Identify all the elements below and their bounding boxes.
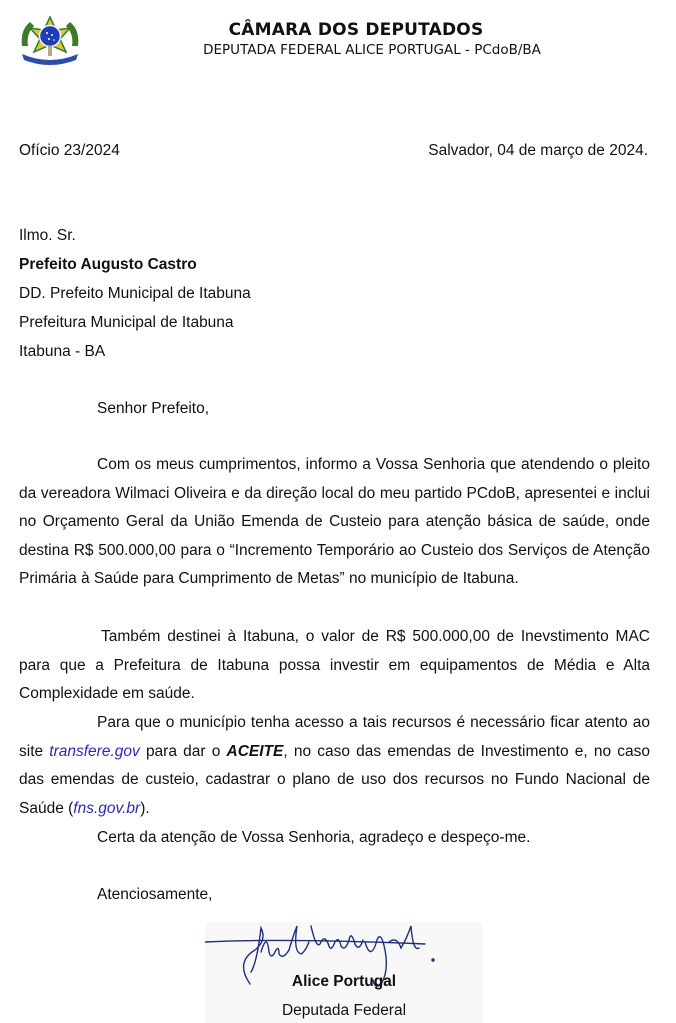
signature-block — [205, 922, 483, 1023]
transfere-gov-link[interactable]: transfere.gov — [49, 742, 140, 760]
body-paragraph-2 — [19, 623, 650, 709]
recipient-location: Itabuna - BA — [19, 343, 106, 360]
body-paragraph-3 — [19, 709, 650, 823]
signer-title: Deputada Federal — [281, 1002, 407, 1019]
oficio-number: Ofício 23/2024 — [19, 142, 120, 159]
header-title: CÂMARA DOS DEPUTADOS — [228, 20, 484, 40]
body-paragraph-1 — [19, 451, 650, 594]
place-date: Salvador, 04 de março de 2024. — [428, 142, 648, 159]
recipient-name: Prefeito Augusto Castro — [19, 256, 197, 273]
fns-gov-link[interactable]: fns.gov.br — [73, 799, 141, 817]
paragraph-3-text-b: para dar o — [139, 742, 227, 760]
paragraph-3-text-c: , no caso das emendas de Investimento e, no caso das emendas de custeio, cadastrar o plano de uso dos recursos no Fundo Nacional de Saúde ( — [19, 742, 650, 817]
paragraph-1-text: Com os meus cumprimentos, informo a Vossa Senhoria que atendendo o pleito da vereadora Wilmaci Oliveira e da direção local do meu partido PCdoB, apresentei e inclui no Orçamento Geral da União Emenda de Custeio para atenção básica de saúde, onde destina R$ 500.000,00 para o “Incremento Temporário ao Custeio dos Serviços de Atenção Primária à Saúde para Cumprimento de Metas” no município de Itabuna. — [19, 456, 650, 588]
greeting: Senhor Prefeito, — [97, 400, 210, 417]
body-paragraph-4: Certa da atenção de Vossa Senhoria, agradeço e despeço-me. — [97, 829, 531, 846]
paragraph-3-text-a: Para que o município tenha acesso a tais recursos é necessário ficar atento ao site — [19, 714, 650, 760]
aceite-emphasis: ACEITE — [226, 742, 284, 760]
paragraph-3-text-d: ). — [140, 799, 150, 817]
recipient-role: DD. Prefeito Municipal de Itabuna — [19, 285, 251, 302]
signer-name: Alice Portugal — [291, 973, 397, 990]
recipient-institution: Prefeitura Municipal de Itabuna — [19, 314, 234, 331]
recipient-salutation: Ilmo. Sr. — [19, 227, 76, 244]
paragraph-2-text: Também destinei à Itabuna, o valor de R$ 500.000,00 de Inevstimento MAC para que a Prefeitura de Itabuna possa investir em equipamentos de Média e Alta Complexidade em saúde. — [19, 628, 650, 703]
header-subtitle: DEPUTADA FEDERAL ALICE PORTUGAL - PCdoB/BA — [203, 42, 541, 58]
closing: Atenciosamente, — [97, 886, 213, 903]
